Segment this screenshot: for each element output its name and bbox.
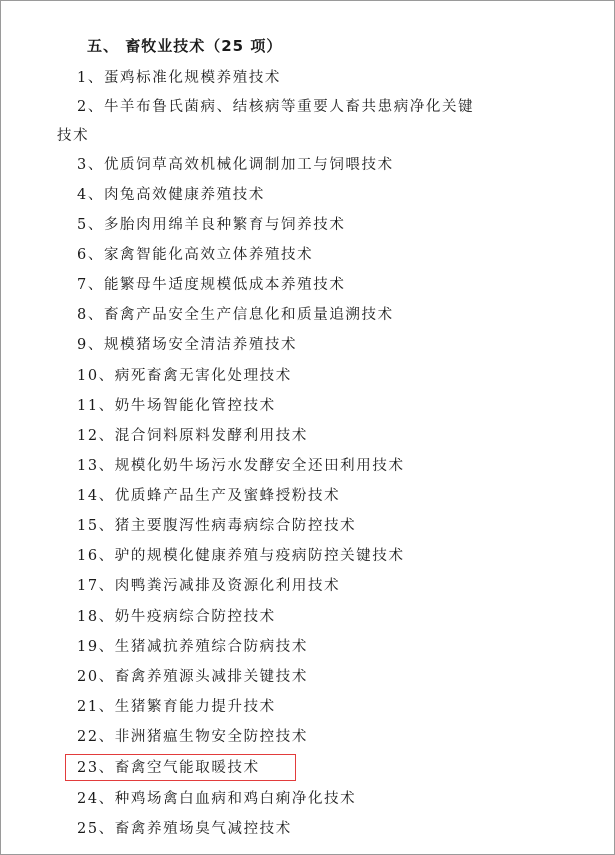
item-text: 优质蜂产品生产及蜜蜂授粉技术 (114, 488, 341, 504)
item-number: 15、 (77, 518, 115, 534)
list-item (77, 695, 276, 716)
item-number: 17、 (77, 578, 115, 594)
list-item (77, 213, 345, 234)
item-text: 非洲猪瘟生物安全防控技术 (114, 729, 308, 745)
list-item (77, 574, 340, 595)
item-number: 19、 (77, 639, 115, 655)
list-item (77, 153, 394, 174)
list-item (77, 66, 281, 87)
item-text: 畜禽养殖场臭气减控技术 (114, 821, 292, 837)
item-text: 能繁母牛适度规模低成本养殖技术 (103, 277, 346, 293)
item-number: 1、 (77, 70, 104, 86)
list-item (77, 394, 276, 415)
item-number: 16、 (77, 548, 115, 564)
item-text: 畜禽产品安全生产信息化和质量追溯技术 (103, 307, 394, 323)
item-text: 奶牛场智能化管控技术 (114, 398, 276, 414)
item-text: 优质饲草高效机械化调制加工与饲喂技术 (103, 157, 394, 173)
item-number: 6、 (77, 247, 104, 263)
item-number: 22、 (77, 729, 115, 745)
item-text: 肉鸭粪污减排及资源化利用技术 (114, 578, 341, 594)
list-item (77, 605, 276, 626)
item-text: 驴的规模化健康养殖与疫病防控关键技术 (114, 548, 405, 564)
item-text: 生猪繁育能力提升技术 (114, 699, 276, 715)
item-text: 肉兔高效健康养殖技术 (103, 187, 265, 203)
item-text: 畜禽空气能取暖技术 (114, 760, 260, 776)
item-number: 23、 (77, 760, 115, 776)
list-item (77, 787, 356, 808)
item-number: 13、 (77, 458, 115, 474)
item-text: 蛋鸡标准化规模养殖技术 (103, 70, 282, 86)
list-item (77, 725, 308, 746)
item-number: 24、 (77, 791, 115, 807)
list-item (77, 635, 308, 656)
item-number: 11、 (77, 398, 115, 414)
list-item (77, 364, 292, 385)
list-item (77, 454, 405, 475)
item-text-continuation: 技术 (57, 128, 90, 144)
item-number: 3、 (77, 157, 104, 173)
list-item (77, 665, 308, 686)
item-text: 多胎肉用绵羊良种繁育与饲养技术 (103, 217, 346, 233)
item-number: 5、 (77, 217, 104, 233)
list-item (77, 817, 292, 838)
item-number: 12、 (77, 428, 115, 444)
item-text: 猪主要腹泻性病毒病综合防控技术 (114, 518, 357, 534)
list-item (77, 333, 297, 354)
item-text: 奶牛疫病综合防控技术 (114, 609, 276, 625)
item-number: 25、 (77, 821, 115, 837)
item-text: 种鸡场禽白血病和鸡白痢净化技术 (114, 791, 357, 807)
section-heading: 五、 畜牧业技术（25 项） (87, 37, 283, 55)
item-number: 4、 (77, 187, 104, 203)
item-number: 14、 (77, 488, 115, 504)
item-text: 家禽智能化高效立体养殖技术 (103, 247, 314, 263)
item-text: 规模猪场安全清洁养殖技术 (103, 337, 298, 353)
list-item (77, 183, 265, 204)
item-text: 混合饲料原料发酵利用技术 (114, 428, 308, 444)
item-text: 病死畜禽无害化处理技术 (114, 368, 292, 384)
item-number: 18、 (77, 609, 115, 625)
list-item (77, 243, 313, 264)
item-text: 畜禽养殖源头减排关键技术 (114, 669, 308, 685)
list-item (77, 484, 340, 505)
item-number: 7、 (77, 277, 104, 293)
list-item (77, 273, 345, 294)
item-number: 21、 (77, 699, 115, 715)
list-item (77, 95, 474, 116)
item-number: 8、 (77, 307, 104, 323)
item-number: 9、 (77, 337, 104, 353)
item-text: 规模化奶牛场污水发酵安全还田利用技术 (114, 458, 405, 474)
list-item (77, 514, 356, 535)
list-item-highlighted (77, 756, 260, 777)
list-item (77, 544, 405, 565)
item-number: 2、 (77, 99, 104, 115)
list-item (77, 424, 308, 445)
list-item (77, 303, 394, 324)
item-number: 20、 (77, 669, 115, 685)
item-number: 10、 (77, 368, 115, 384)
item-text: 生猪减抗养殖综合防病技术 (114, 639, 308, 655)
item-text: 牛羊布鲁氏菌病、结核病等重要人畜共患病净化关键 (103, 99, 475, 115)
